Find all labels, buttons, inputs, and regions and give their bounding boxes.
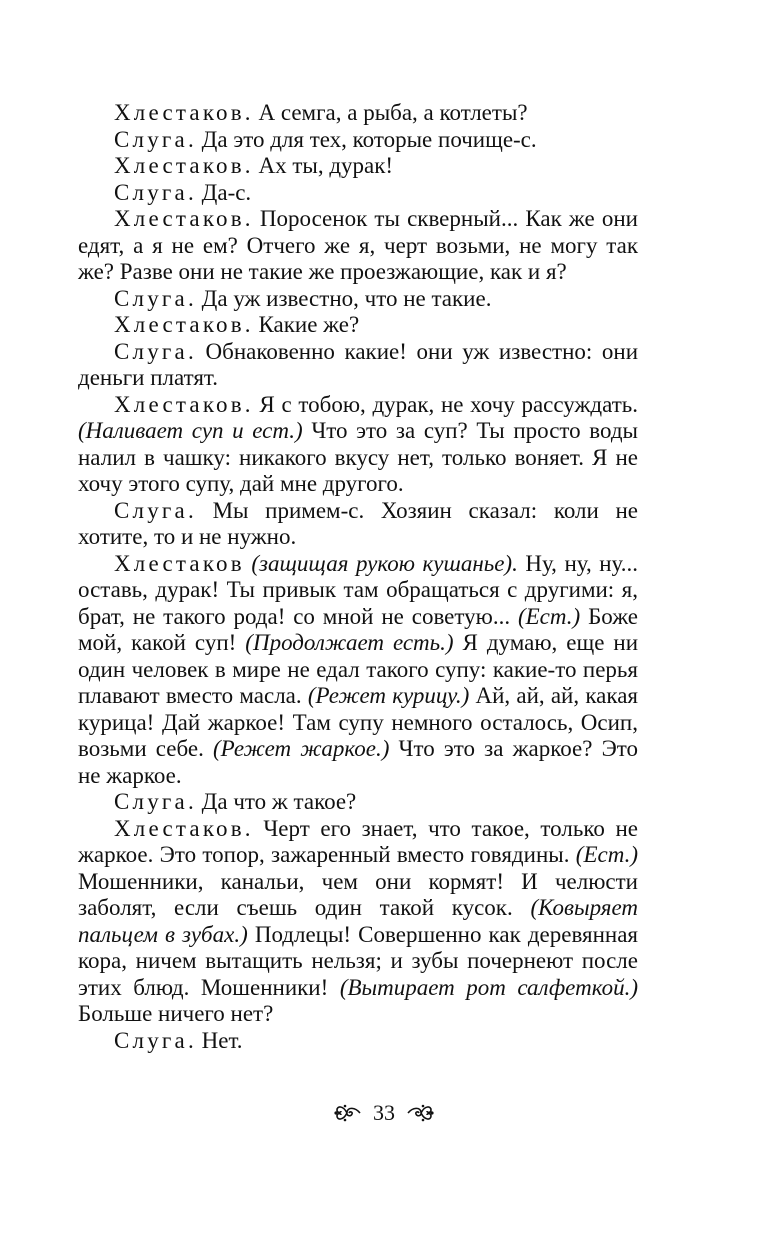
dialogue-paragraph: [78, 312, 638, 339]
stage-direction: (Наливает суп и ест.): [78, 418, 303, 443]
dialogue-text: Поросенок ты скверный... Как же они едят, а я не ем? Отчего же я, черт возьми, не могу так же? Разве они не такие же проезжающие, как и я?: [78, 206, 638, 284]
dialogue-text: Что это за суп? Ты просто воды налил в чашку: никакого вкусу нет, только воняет. Я не хочу этого супу, дай мне другого.: [78, 418, 638, 496]
speaker-name: Слуга.: [114, 179, 197, 205]
dialogue-paragraph: [78, 127, 638, 154]
stage-direction: (Вытирает рот салфеткой.): [339, 974, 638, 1000]
speaker-name: Слуга.: [114, 789, 197, 814]
dialogue-text: Какие же?: [252, 312, 360, 337]
dialogue-paragraph: [78, 816, 638, 1028]
stage-direction: (Ест.): [575, 842, 638, 867]
dialogue-text: Ай, ай, ай, какая курица! Дай жаркое! Там супу немного осталось, Осип, возьми себе.: [78, 683, 638, 761]
dialogue-paragraph: [78, 180, 638, 207]
speaker-name: Слуга.: [114, 1027, 197, 1053]
speaker-name: Хлестаков.: [114, 312, 254, 337]
stage-direction: (защищая рукою кушанье).: [251, 550, 518, 576]
speaker-name: Слуга.: [114, 338, 197, 364]
dialogue-paragraph: [78, 339, 638, 392]
fleuron-right-icon: [405, 1101, 435, 1125]
speaker-name: Слуга.: [114, 285, 197, 311]
dialogue-text: Подлецы! Совершенно как деревянная кора, ничем вытащить нельзя; и зубы почернеют после этих блюд. Мошенники!: [78, 921, 639, 1000]
stage-direction: (Продолжает есть.): [245, 630, 454, 655]
speaker-name: Хлестаков.: [114, 100, 254, 125]
stage-direction: (Режет курицу.): [307, 683, 470, 708]
dialogue-text: Ах ты, дурак!: [252, 153, 394, 178]
dialogue-paragraph: [78, 392, 638, 498]
speaker-name: Хлестаков: [114, 550, 245, 576]
dialogue-text: Я с тобою, дурак, не хочу рассуждать.: [252, 391, 638, 417]
dialogue-text: Я думаю, еще ни один человек в мире не едал такого супу: какие-то перья плавают вместо масла.: [78, 630, 638, 708]
dialogue-paragraph: [78, 498, 638, 551]
dialogue-text: Больше ничего нет?: [78, 1001, 274, 1026]
page-body: [78, 100, 638, 1054]
dialogue-text: А семга, а рыба, а котлеты?: [252, 100, 528, 125]
dialogue-paragraph: [78, 1028, 638, 1055]
dialogue-text: Да-с.: [195, 179, 252, 205]
dialogue-paragraph: [78, 551, 638, 790]
dialogue-paragraph: [78, 206, 638, 286]
speaker-name: Хлестаков.: [114, 206, 254, 231]
dialogue-text: Мошенники, канальи, чем они кормят! И челюсти заболят, если съешь один такой кусок.: [78, 868, 638, 920]
speaker-name: Хлестаков.: [114, 153, 254, 178]
dialogue-paragraph: [78, 789, 638, 816]
dialogue-text: Мы примем-с. Хозяин сказал: коли не хотите, то и не нужно.: [78, 497, 638, 549]
page-number: 33: [373, 1100, 395, 1125]
dialogue-text: Что это за жаркое? Это не жаркое.: [78, 736, 638, 788]
dialogue-paragraph: [78, 100, 638, 127]
fleuron-left-icon: [333, 1101, 363, 1125]
dialogue-text: Да что ж такое?: [195, 789, 357, 814]
dialogue-text: Обнаковенно какие! они уж известно: они деньги платят.: [78, 338, 638, 390]
speaker-name: Слуга.: [114, 497, 197, 523]
speaker-name: Хлестаков.: [114, 815, 254, 841]
dialogue-paragraph: [78, 153, 638, 180]
dialogue-text: Ну, ну, ну... оставь, дурак! Ты привык там обращаться с другими: я, брат, не такого рода! со мной не советую...: [78, 550, 639, 629]
dialogue-text: Черт его знает, что такое, только не жаркое. Это топор, зажаренный вместо говядины.: [78, 815, 638, 867]
page-footer: [0, 1100, 768, 1126]
dialogue-text: Да уж известно, что не такие.: [195, 285, 492, 311]
stage-direction: (Ковыряет пальцем в зубах.): [78, 895, 638, 947]
speaker-name: Хлестаков.: [114, 391, 254, 417]
dialogue-paragraph: [78, 286, 638, 313]
dialogue-text: Боже мой, какой суп!: [78, 603, 638, 655]
speaker-name: Слуга.: [114, 126, 197, 152]
dialogue-text: Нет.: [195, 1027, 243, 1053]
stage-direction: (Ест.): [517, 603, 581, 629]
stage-direction: (Режет жаркое.): [213, 736, 390, 761]
dialogue-text: Да это для тех, которые почище-с.: [195, 126, 537, 152]
